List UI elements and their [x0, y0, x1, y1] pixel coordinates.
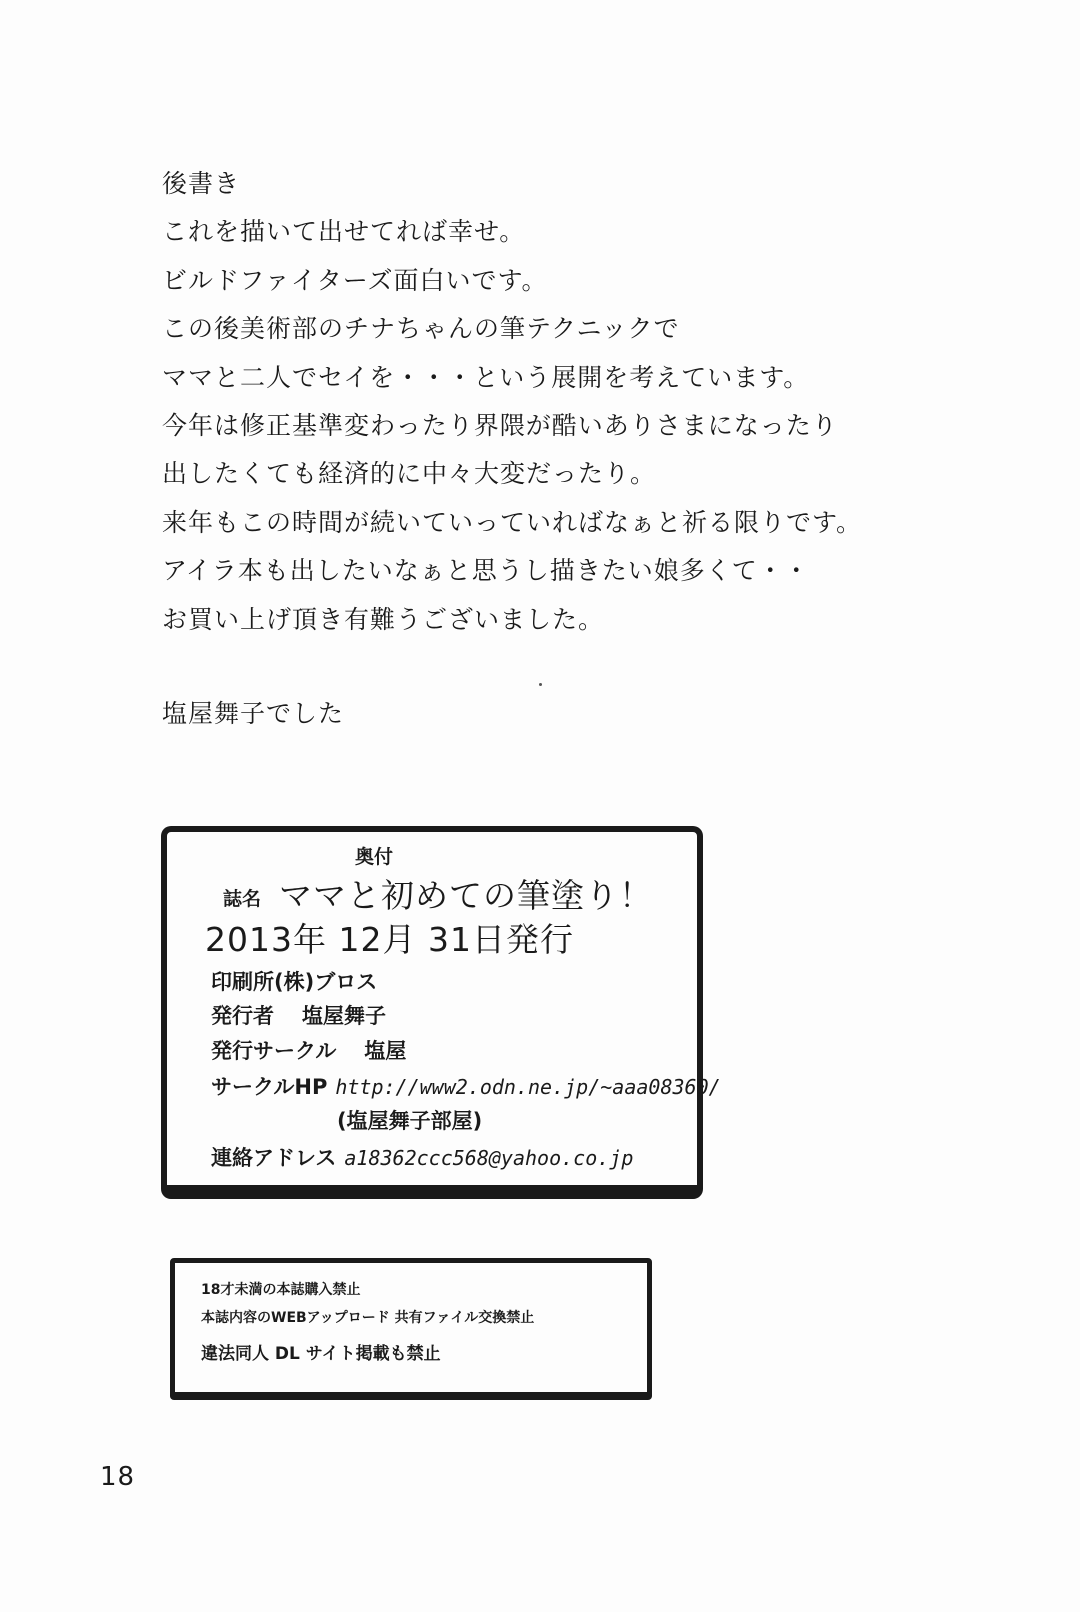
- colophon-publisher: [211, 1000, 386, 1030]
- afterword: [162, 160, 982, 644]
- email-address: a18362ccc568@yahoo.co.jp: [344, 1146, 634, 1170]
- colophon-printer: [211, 966, 377, 996]
- colophon-circle: [211, 1035, 406, 1065]
- colophon-box: [161, 826, 721, 1199]
- printer-label: 印刷所: [211, 970, 274, 994]
- printer-value: (株)ブロス: [274, 970, 378, 994]
- afterword-heading: 後書き: [162, 169, 241, 198]
- afterword-line: 出したくても経済的に中々大変だったり。: [162, 459, 657, 489]
- homepage-note: (塩屋舞子部屋): [337, 1109, 483, 1133]
- afterword-line: ビルドファイターズ面白いです。: [162, 265, 548, 295]
- afterword-line: この後美術部のチナちゃんの筆テクニックで: [162, 314, 680, 344]
- afterword-signoff: 塩屋舞子でした: [162, 699, 345, 728]
- homepage-label: サークルHP: [211, 1075, 328, 1099]
- afterword-line: アイラ本も出したいなぁと思うし描きたい娘多くて・・: [162, 556, 810, 586]
- homepage-url: http://www2.odn.ne.jp/~aaa08360/: [335, 1075, 721, 1099]
- publisher-label: 発行者: [211, 1004, 274, 1028]
- publisher-value: 塩屋舞子: [302, 1004, 386, 1028]
- afterword-line: 来年もこの時間が続いていっていればなぁと祈る限りです。: [162, 507, 863, 537]
- notice-line: 18才未満の本誌購入禁止: [201, 1282, 361, 1298]
- page-number: 18: [100, 1462, 136, 1492]
- scan-speck: [539, 683, 542, 686]
- afterword-line: 今年は修正基準変わったり界隈が酷いありさまになったり: [162, 410, 838, 440]
- colophon-homepage: [211, 1071, 721, 1101]
- notice-line: 本誌内容のWEBアップロード 共有ファイル交換禁止: [201, 1310, 535, 1326]
- colophon-title: ママと初めての筆塗り！: [279, 876, 653, 915]
- afterword-line: これを描いて出せてれば幸せ。: [162, 217, 526, 247]
- email-label: 連絡アドレス: [211, 1146, 337, 1170]
- afterword-line: ママと二人でセイを・・・という展開を考えています。: [162, 362, 810, 392]
- colophon-email: [211, 1142, 633, 1172]
- notice-box: [170, 1258, 652, 1400]
- colophon-title-label: 誌名: [223, 888, 262, 910]
- circle-label: 発行サークル: [211, 1039, 337, 1063]
- colophon-date: 2013年 12月 31日発行: [205, 920, 574, 959]
- notice-line: 違法同人 DL サイト掲載も禁止: [201, 1344, 441, 1364]
- colophon-heading: 奥付: [355, 846, 394, 868]
- afterword-line: お買い上げ頂き有難うございました。: [162, 604, 605, 634]
- circle-value: 塩屋: [364, 1039, 407, 1063]
